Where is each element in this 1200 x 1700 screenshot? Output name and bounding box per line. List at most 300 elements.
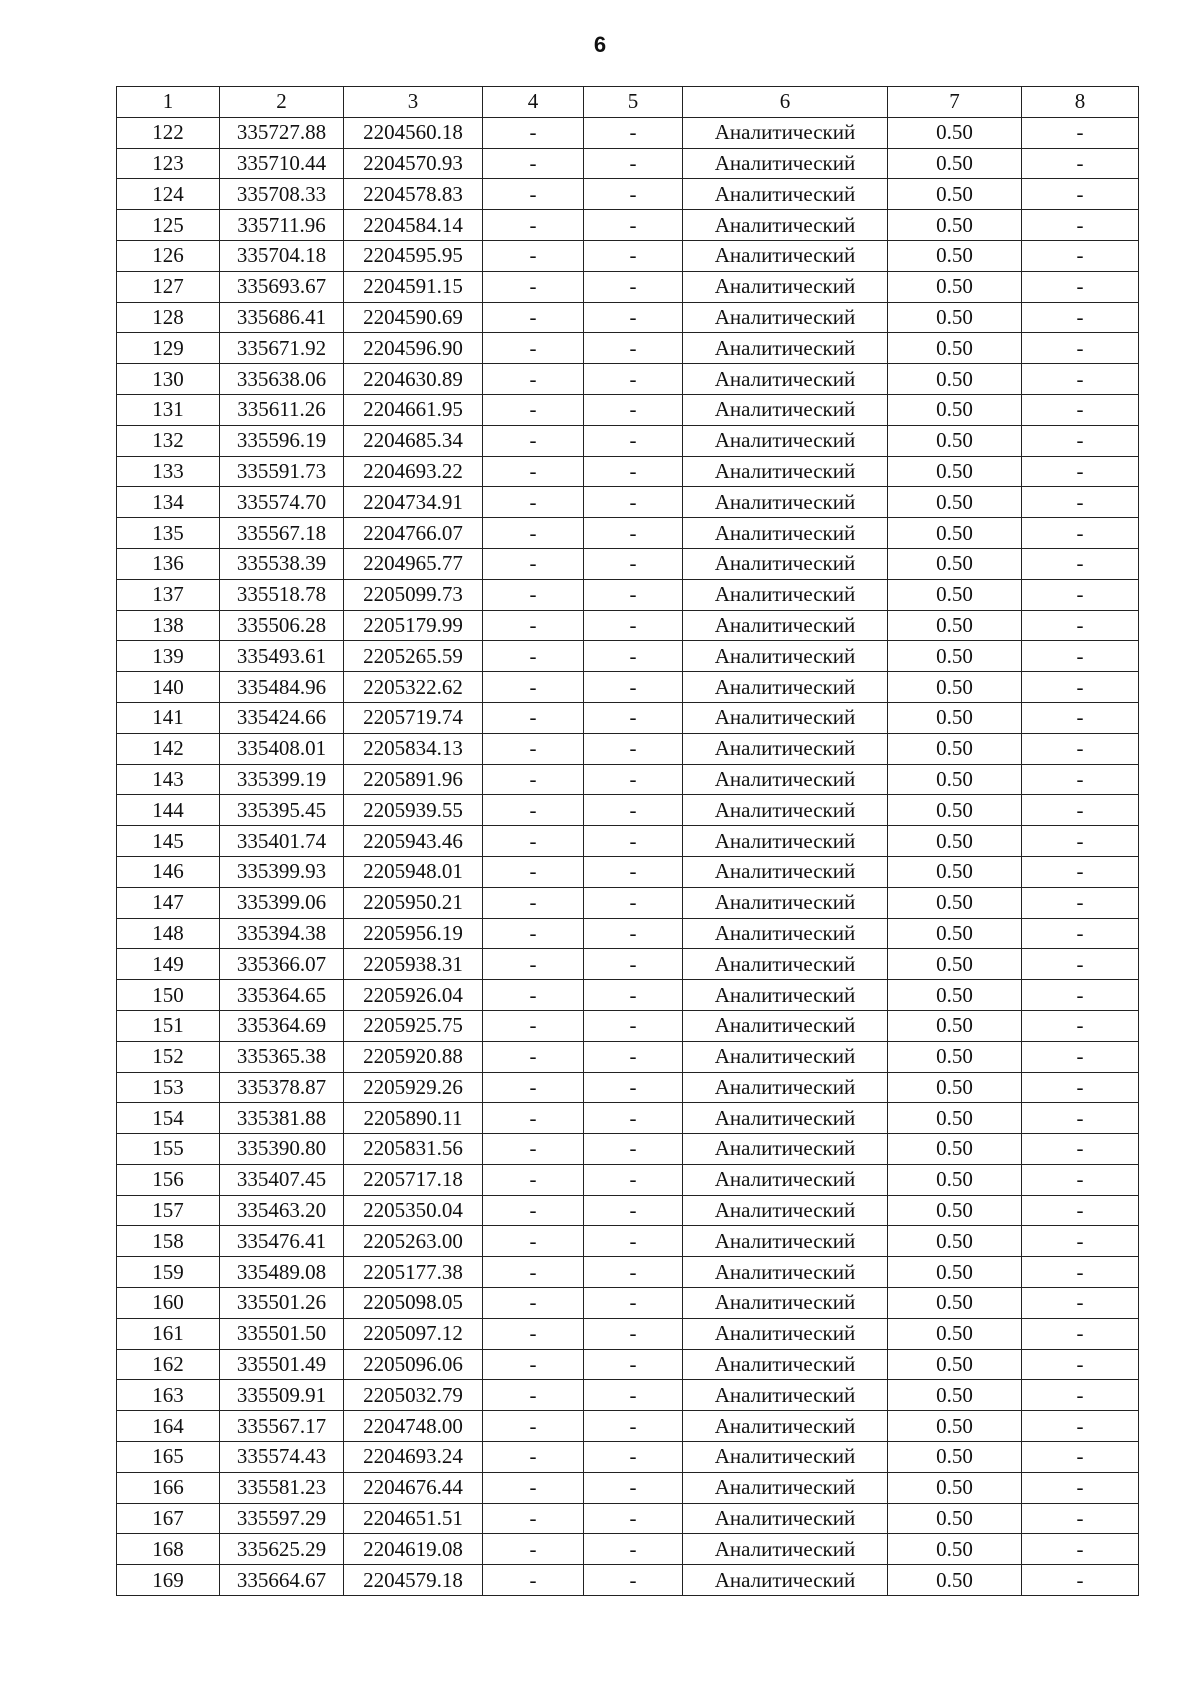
cell-y-coordinate: 2204748.00 [344, 1411, 483, 1442]
cell-y-coordinate: 2204584.14 [344, 210, 483, 241]
cell-y-coordinate: 2205098.05 [344, 1288, 483, 1319]
table-row [117, 302, 1139, 333]
cell-point-number: 133 [117, 456, 220, 487]
cell-point-number: 157 [117, 1195, 220, 1226]
cell-y-coordinate: 2204590.69 [344, 302, 483, 333]
table-row [117, 1534, 1139, 1565]
cell-point-number: 148 [117, 918, 220, 949]
cell-col-8: - [1022, 1010, 1139, 1041]
cell-accuracy: 0.50 [888, 1534, 1022, 1565]
cell-col-5: - [584, 1380, 683, 1411]
table-row [117, 148, 1139, 179]
cell-method: Аналитический [683, 1380, 888, 1411]
cell-point-number: 137 [117, 579, 220, 610]
cell-col-8: - [1022, 518, 1139, 549]
cell-method: Аналитический [683, 641, 888, 672]
cell-col-5: - [584, 456, 683, 487]
cell-y-coordinate: 2204591.15 [344, 271, 483, 302]
table-row [117, 795, 1139, 826]
cell-col-5: - [584, 1534, 683, 1565]
cell-method: Аналитический [683, 1442, 888, 1473]
cell-point-number: 128 [117, 302, 220, 333]
cell-x-coordinate: 335381.88 [220, 1103, 344, 1134]
cell-col-8: - [1022, 1472, 1139, 1503]
cell-y-coordinate: 2205939.55 [344, 795, 483, 826]
cell-x-coordinate: 335364.65 [220, 980, 344, 1011]
cell-col-4: - [483, 610, 584, 641]
cell-col-4: - [483, 1226, 584, 1257]
cell-point-number: 134 [117, 487, 220, 518]
cell-col-5: - [584, 1257, 683, 1288]
table-row [117, 672, 1139, 703]
cell-x-coordinate: 335638.06 [220, 364, 344, 395]
table-row [117, 333, 1139, 364]
cell-accuracy: 0.50 [888, 887, 1022, 918]
cell-col-5: - [584, 1442, 683, 1473]
cell-col-4: - [483, 210, 584, 241]
cell-col-8: - [1022, 271, 1139, 302]
cell-accuracy: 0.50 [888, 117, 1022, 148]
cell-method: Аналитический [683, 1349, 888, 1380]
cell-col-8: - [1022, 456, 1139, 487]
cell-y-coordinate: 2204676.44 [344, 1472, 483, 1503]
column-header-6: 6 [683, 87, 888, 118]
cell-y-coordinate: 2205179.99 [344, 610, 483, 641]
cell-col-8: - [1022, 672, 1139, 703]
cell-col-4: - [483, 487, 584, 518]
cell-x-coordinate: 335664.67 [220, 1565, 344, 1596]
cell-y-coordinate: 2205948.01 [344, 856, 483, 887]
cell-col-8: - [1022, 918, 1139, 949]
cell-col-8: - [1022, 826, 1139, 857]
cell-accuracy: 0.50 [888, 1472, 1022, 1503]
cell-method: Аналитический [683, 1503, 888, 1534]
cell-col-4: - [483, 1134, 584, 1165]
cell-col-5: - [584, 148, 683, 179]
cell-col-5: - [584, 641, 683, 672]
cell-col-4: - [483, 1380, 584, 1411]
cell-y-coordinate: 2205943.46 [344, 826, 483, 857]
cell-method: Аналитический [683, 579, 888, 610]
cell-col-8: - [1022, 1565, 1139, 1596]
cell-col-4: - [483, 117, 584, 148]
cell-point-number: 141 [117, 702, 220, 733]
cell-method: Аналитический [683, 1134, 888, 1165]
cell-accuracy: 0.50 [888, 980, 1022, 1011]
cell-x-coordinate: 335407.45 [220, 1164, 344, 1195]
cell-col-4: - [483, 1472, 584, 1503]
cell-col-8: - [1022, 1103, 1139, 1134]
table-row [117, 518, 1139, 549]
cell-x-coordinate: 335611.26 [220, 394, 344, 425]
cell-point-number: 161 [117, 1318, 220, 1349]
cell-accuracy: 0.50 [888, 1195, 1022, 1226]
cell-y-coordinate: 2205096.06 [344, 1349, 483, 1380]
cell-y-coordinate: 2205926.04 [344, 980, 483, 1011]
cell-col-4: - [483, 548, 584, 579]
cell-accuracy: 0.50 [888, 1010, 1022, 1041]
cell-method: Аналитический [683, 425, 888, 456]
cell-col-8: - [1022, 610, 1139, 641]
table-row [117, 579, 1139, 610]
cell-col-5: - [584, 918, 683, 949]
cell-x-coordinate: 335394.38 [220, 918, 344, 949]
table-row [117, 1472, 1139, 1503]
column-header-4: 4 [483, 87, 584, 118]
cell-col-5: - [584, 394, 683, 425]
cell-x-coordinate: 335399.19 [220, 764, 344, 795]
cell-col-8: - [1022, 1411, 1139, 1442]
cell-y-coordinate: 2205032.79 [344, 1380, 483, 1411]
table-row [117, 240, 1139, 271]
cell-x-coordinate: 335596.19 [220, 425, 344, 456]
table-row [117, 1349, 1139, 1380]
table-row [117, 179, 1139, 210]
cell-col-4: - [483, 795, 584, 826]
cell-col-4: - [483, 856, 584, 887]
cell-y-coordinate: 2205929.26 [344, 1072, 483, 1103]
cell-x-coordinate: 335399.93 [220, 856, 344, 887]
cell-col-8: - [1022, 1041, 1139, 1072]
cell-col-4: - [483, 826, 584, 857]
cell-method: Аналитический [683, 1534, 888, 1565]
cell-accuracy: 0.50 [888, 1503, 1022, 1534]
cell-point-number: 155 [117, 1134, 220, 1165]
cell-y-coordinate: 2205834.13 [344, 733, 483, 764]
cell-x-coordinate: 335493.61 [220, 641, 344, 672]
table-row [117, 1195, 1139, 1226]
table-row [117, 764, 1139, 795]
cell-x-coordinate: 335671.92 [220, 333, 344, 364]
table-row [117, 364, 1139, 395]
cell-accuracy: 0.50 [888, 579, 1022, 610]
cell-accuracy: 0.50 [888, 425, 1022, 456]
cell-y-coordinate: 2205265.59 [344, 641, 483, 672]
cell-col-5: - [584, 302, 683, 333]
cell-accuracy: 0.50 [888, 1226, 1022, 1257]
cell-accuracy: 0.50 [888, 764, 1022, 795]
cell-method: Аналитический [683, 856, 888, 887]
cell-col-5: - [584, 856, 683, 887]
cell-col-5: - [584, 1072, 683, 1103]
cell-col-5: - [584, 949, 683, 980]
cell-col-5: - [584, 425, 683, 456]
cell-point-number: 126 [117, 240, 220, 271]
cell-accuracy: 0.50 [888, 1288, 1022, 1319]
cell-method: Аналитический [683, 672, 888, 703]
cell-x-coordinate: 335574.70 [220, 487, 344, 518]
cell-col-5: - [584, 1288, 683, 1319]
cell-col-8: - [1022, 1164, 1139, 1195]
cell-y-coordinate: 2205925.75 [344, 1010, 483, 1041]
cell-col-5: - [584, 548, 683, 579]
cell-x-coordinate: 335365.38 [220, 1041, 344, 1072]
cell-method: Аналитический [683, 271, 888, 302]
cell-col-4: - [483, 302, 584, 333]
cell-point-number: 150 [117, 980, 220, 1011]
cell-y-coordinate: 2205350.04 [344, 1195, 483, 1226]
cell-col-8: - [1022, 949, 1139, 980]
cell-y-coordinate: 2204651.51 [344, 1503, 483, 1534]
cell-col-4: - [483, 702, 584, 733]
cell-col-4: - [483, 1041, 584, 1072]
cell-col-5: - [584, 1503, 683, 1534]
cell-x-coordinate: 335424.66 [220, 702, 344, 733]
cell-col-4: - [483, 918, 584, 949]
cell-y-coordinate: 2204596.90 [344, 333, 483, 364]
cell-accuracy: 0.50 [888, 487, 1022, 518]
cell-method: Аналитический [683, 240, 888, 271]
cell-col-8: - [1022, 1226, 1139, 1257]
cell-x-coordinate: 335476.41 [220, 1226, 344, 1257]
page-number: 6 [593, 32, 607, 57]
cell-point-number: 151 [117, 1010, 220, 1041]
table-row [117, 918, 1139, 949]
cell-col-8: - [1022, 394, 1139, 425]
table-row [117, 548, 1139, 579]
table-row [117, 1411, 1139, 1442]
cell-x-coordinate: 335484.96 [220, 672, 344, 703]
cell-col-5: - [584, 764, 683, 795]
table-row [117, 1380, 1139, 1411]
cell-col-4: - [483, 672, 584, 703]
cell-col-8: - [1022, 702, 1139, 733]
cell-method: Аналитический [683, 1226, 888, 1257]
cell-accuracy: 0.50 [888, 1164, 1022, 1195]
cell-point-number: 147 [117, 887, 220, 918]
cell-col-8: - [1022, 210, 1139, 241]
cell-y-coordinate: 2204560.18 [344, 117, 483, 148]
coordinates-table [116, 86, 1139, 1596]
cell-accuracy: 0.50 [888, 394, 1022, 425]
cell-col-4: - [483, 425, 584, 456]
cell-accuracy: 0.50 [888, 702, 1022, 733]
cell-col-4: - [483, 394, 584, 425]
cell-accuracy: 0.50 [888, 518, 1022, 549]
cell-col-4: - [483, 764, 584, 795]
cell-accuracy: 0.50 [888, 918, 1022, 949]
cell-accuracy: 0.50 [888, 1072, 1022, 1103]
cell-method: Аналитический [683, 1164, 888, 1195]
cell-col-4: - [483, 1010, 584, 1041]
cell-accuracy: 0.50 [888, 1103, 1022, 1134]
cell-col-8: - [1022, 1442, 1139, 1473]
cell-x-coordinate: 335366.07 [220, 949, 344, 980]
table-row [117, 733, 1139, 764]
cell-col-4: - [483, 1411, 584, 1442]
cell-col-5: - [584, 702, 683, 733]
cell-method: Аналитический [683, 1288, 888, 1319]
cell-method: Аналитический [683, 487, 888, 518]
cell-col-4: - [483, 949, 584, 980]
cell-col-8: - [1022, 1072, 1139, 1103]
cell-method: Аналитический [683, 949, 888, 980]
cell-col-5: - [584, 826, 683, 857]
table-row [117, 425, 1139, 456]
table-row [117, 856, 1139, 887]
cell-col-5: - [584, 1164, 683, 1195]
cell-y-coordinate: 2205890.11 [344, 1103, 483, 1134]
cell-col-4: - [483, 1257, 584, 1288]
cell-col-8: - [1022, 641, 1139, 672]
cell-accuracy: 0.50 [888, 1442, 1022, 1473]
column-header-5: 5 [584, 87, 683, 118]
cell-y-coordinate: 2204766.07 [344, 518, 483, 549]
cell-point-number: 125 [117, 210, 220, 241]
cell-point-number: 143 [117, 764, 220, 795]
cell-col-4: - [483, 456, 584, 487]
cell-col-5: - [584, 210, 683, 241]
cell-point-number: 158 [117, 1226, 220, 1257]
cell-y-coordinate: 2205097.12 [344, 1318, 483, 1349]
cell-x-coordinate: 335390.80 [220, 1134, 344, 1165]
cell-point-number: 152 [117, 1041, 220, 1072]
cell-method: Аналитический [683, 1257, 888, 1288]
cell-x-coordinate: 335518.78 [220, 579, 344, 610]
table-row [117, 826, 1139, 857]
cell-col-4: - [483, 1565, 584, 1596]
cell-point-number: 127 [117, 271, 220, 302]
cell-x-coordinate: 335501.49 [220, 1349, 344, 1380]
cell-accuracy: 0.50 [888, 795, 1022, 826]
table-row [117, 1134, 1139, 1165]
cell-col-4: - [483, 148, 584, 179]
cell-point-number: 144 [117, 795, 220, 826]
cell-method: Аналитический [683, 117, 888, 148]
cell-x-coordinate: 335401.74 [220, 826, 344, 857]
cell-x-coordinate: 335489.08 [220, 1257, 344, 1288]
cell-y-coordinate: 2204595.95 [344, 240, 483, 271]
cell-method: Аналитический [683, 764, 888, 795]
cell-method: Аналитический [683, 394, 888, 425]
cell-col-8: - [1022, 733, 1139, 764]
cell-point-number: 140 [117, 672, 220, 703]
cell-method: Аналитический [683, 1318, 888, 1349]
cell-col-5: - [584, 1041, 683, 1072]
cell-col-8: - [1022, 364, 1139, 395]
table-row [117, 1041, 1139, 1072]
cell-point-number: 167 [117, 1503, 220, 1534]
cell-col-4: - [483, 641, 584, 672]
cell-y-coordinate: 2205831.56 [344, 1134, 483, 1165]
cell-x-coordinate: 335509.91 [220, 1380, 344, 1411]
cell-col-4: - [483, 1103, 584, 1134]
cell-method: Аналитический [683, 1195, 888, 1226]
cell-col-8: - [1022, 487, 1139, 518]
cell-col-5: - [584, 333, 683, 364]
cell-col-5: - [584, 980, 683, 1011]
cell-point-number: 130 [117, 364, 220, 395]
cell-method: Аналитический [683, 302, 888, 333]
cell-accuracy: 0.50 [888, 1318, 1022, 1349]
cell-col-5: - [584, 117, 683, 148]
cell-col-8: - [1022, 1288, 1139, 1319]
cell-method: Аналитический [683, 1411, 888, 1442]
cell-col-8: - [1022, 579, 1139, 610]
cell-col-5: - [584, 672, 683, 703]
cell-point-number: 136 [117, 548, 220, 579]
cell-point-number: 163 [117, 1380, 220, 1411]
cell-point-number: 165 [117, 1442, 220, 1473]
cell-col-5: - [584, 518, 683, 549]
cell-y-coordinate: 2204661.95 [344, 394, 483, 425]
cell-col-8: - [1022, 1534, 1139, 1565]
cell-point-number: 154 [117, 1103, 220, 1134]
table-row [117, 210, 1139, 241]
cell-x-coordinate: 335395.45 [220, 795, 344, 826]
cell-x-coordinate: 335704.18 [220, 240, 344, 271]
cell-col-4: - [483, 179, 584, 210]
cell-point-number: 166 [117, 1472, 220, 1503]
cell-point-number: 129 [117, 333, 220, 364]
cell-method: Аналитический [683, 364, 888, 395]
cell-col-8: - [1022, 117, 1139, 148]
cell-y-coordinate: 2204965.77 [344, 548, 483, 579]
cell-method: Аналитический [683, 1472, 888, 1503]
cell-point-number: 131 [117, 394, 220, 425]
cell-accuracy: 0.50 [888, 210, 1022, 241]
cell-col-8: - [1022, 179, 1139, 210]
cell-method: Аналитический [683, 918, 888, 949]
cell-col-4: - [483, 518, 584, 549]
cell-accuracy: 0.50 [888, 302, 1022, 333]
cell-x-coordinate: 335408.01 [220, 733, 344, 764]
cell-point-number: 123 [117, 148, 220, 179]
cell-accuracy: 0.50 [888, 364, 1022, 395]
cell-point-number: 162 [117, 1349, 220, 1380]
table-row [117, 1072, 1139, 1103]
cell-x-coordinate: 335708.33 [220, 179, 344, 210]
cell-col-5: - [584, 1195, 683, 1226]
cell-accuracy: 0.50 [888, 826, 1022, 857]
table-row [117, 1103, 1139, 1134]
cell-col-4: - [483, 1072, 584, 1103]
cell-col-4: - [483, 1288, 584, 1319]
cell-x-coordinate: 335711.96 [220, 210, 344, 241]
cell-point-number: 142 [117, 733, 220, 764]
cell-y-coordinate: 2204630.89 [344, 364, 483, 395]
cell-y-coordinate: 2204685.34 [344, 425, 483, 456]
cell-point-number: 159 [117, 1257, 220, 1288]
cell-x-coordinate: 335501.50 [220, 1318, 344, 1349]
table-row [117, 1257, 1139, 1288]
cell-x-coordinate: 335710.44 [220, 148, 344, 179]
cell-x-coordinate: 335727.88 [220, 117, 344, 148]
cell-accuracy: 0.50 [888, 179, 1022, 210]
cell-x-coordinate: 335364.69 [220, 1010, 344, 1041]
cell-col-5: - [584, 733, 683, 764]
cell-method: Аналитический [683, 518, 888, 549]
cell-point-number: 169 [117, 1565, 220, 1596]
cell-col-5: - [584, 795, 683, 826]
cell-x-coordinate: 335693.67 [220, 271, 344, 302]
cell-y-coordinate: 2204693.22 [344, 456, 483, 487]
cell-method: Аналитический [683, 733, 888, 764]
table-row [117, 1565, 1139, 1596]
cell-col-5: - [584, 487, 683, 518]
cell-accuracy: 0.50 [888, 148, 1022, 179]
cell-point-number: 138 [117, 610, 220, 641]
table-row [117, 949, 1139, 980]
cell-col-5: - [584, 1318, 683, 1349]
cell-col-4: - [483, 240, 584, 271]
cell-accuracy: 0.50 [888, 271, 1022, 302]
cell-method: Аналитический [683, 1103, 888, 1134]
cell-point-number: 168 [117, 1534, 220, 1565]
cell-method: Аналитический [683, 210, 888, 241]
cell-x-coordinate: 335506.28 [220, 610, 344, 641]
cell-col-4: - [483, 1349, 584, 1380]
